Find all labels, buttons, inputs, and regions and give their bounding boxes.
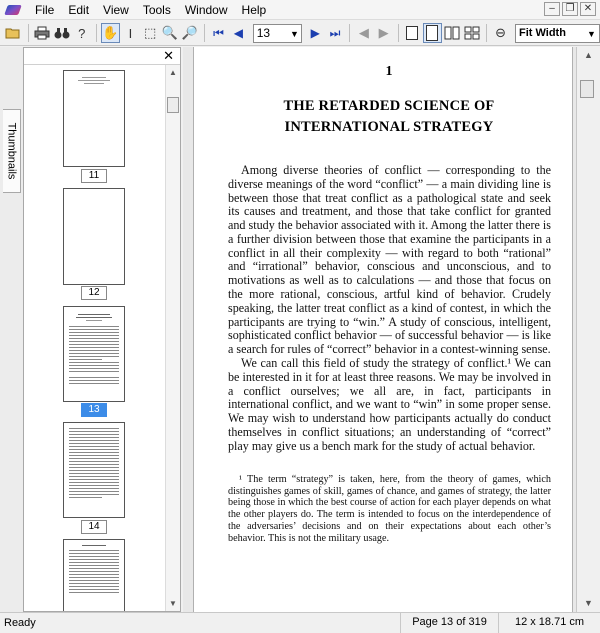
menu-file[interactable]: File xyxy=(35,2,55,17)
last-page-icon[interactable]: ⏭ xyxy=(329,25,341,40)
grid-view-icon[interactable] xyxy=(462,23,481,43)
thumbnail-label-12[interactable]: 12 xyxy=(81,286,107,300)
body-text xyxy=(228,164,551,453)
status-bar xyxy=(0,612,600,633)
menu-window[interactable]: Window xyxy=(184,2,228,17)
tab-thumbnails-label: Thumbnails xyxy=(5,122,18,180)
page-number-select[interactable] xyxy=(253,24,302,43)
close-icon[interactable]: ✕ xyxy=(163,48,174,63)
thumbnail-page-11[interactable] xyxy=(63,70,125,167)
forward-icon[interactable]: ▶ xyxy=(378,25,389,40)
scroll-up-icon[interactable]: ▲ xyxy=(584,50,593,60)
sidebar-tab-strip xyxy=(0,47,23,612)
tab-thumbnails[interactable] xyxy=(3,109,21,193)
next-page-icon[interactable]: ▶ xyxy=(310,26,320,40)
scrollbar-thumb[interactable] xyxy=(580,80,594,98)
toolbar-divider xyxy=(96,24,97,42)
thumbnail-page-12[interactable] xyxy=(63,188,125,285)
help-question-icon[interactable]: ? xyxy=(78,25,86,41)
scroll-up-icon[interactable]: ▲ xyxy=(169,68,177,77)
toolbar xyxy=(0,21,600,46)
chapter-title xyxy=(194,96,584,138)
thumbnail-label-11[interactable]: 11 xyxy=(81,169,107,183)
footnote-text: ¹ The term “strategy” is taken, here, from the theory of games, which distinguishes games of skill, games of chance, and games of strategy, the latter being those in which the best course of action for each player depends on what the other players do. The term is intended to focus on the interdependence of the adversaries’ decisions and on their expectations about each other’s behavior. This is not the military usage. xyxy=(228,474,551,544)
zoom-tool-icon[interactable]: 🔍 xyxy=(161,25,179,40)
find-binoculars-icon[interactable] xyxy=(53,23,72,43)
status-page-count: Page 13 of 319 xyxy=(400,613,498,633)
single-page-icon[interactable] xyxy=(403,23,422,43)
scroll-down-icon[interactable]: ▼ xyxy=(169,599,177,608)
toolbar-divider xyxy=(349,24,350,42)
paragraph: We can call this field of study the strategy of conflict.¹ We can be interested in it for at least three reasons. We may be involved in a conflict ourselves; we all are, in fact, participants in international conflict, and we want to “win” in some proper sense. We may wish to understand how participants actually do conduct themselves in conflict situations; an understanding of “correct” play may give us a bench mark for the study of actual behavior. xyxy=(228,355,551,453)
toolbar-divider xyxy=(28,24,29,42)
facing-pages-icon[interactable] xyxy=(443,23,462,43)
thumbnail-panel-header xyxy=(24,48,180,65)
menu-help[interactable]: Help xyxy=(241,2,267,17)
status-text: Ready xyxy=(4,617,36,629)
document-scrollbar[interactable] xyxy=(576,47,600,612)
rect-select-icon[interactable]: ⬚ xyxy=(144,25,157,40)
chevron-down-icon: ▼ xyxy=(289,28,299,39)
thumbnail-page-13[interactable] xyxy=(63,306,125,402)
thumbnail-page-15[interactable] xyxy=(63,539,125,611)
restore-button[interactable]: ❐ xyxy=(562,2,578,16)
scroll-down-icon[interactable]: ▼ xyxy=(584,598,593,608)
zoom-level-select[interactable] xyxy=(515,24,600,43)
thumbnail-panel xyxy=(23,47,181,612)
previous-page-icon[interactable]: ◀ xyxy=(233,26,243,40)
app-logo-icon xyxy=(6,3,22,17)
menu-tools[interactable]: Tools xyxy=(142,2,171,17)
minimize-button[interactable]: – xyxy=(544,2,560,16)
menu-bar xyxy=(0,0,600,20)
toolbar-divider xyxy=(486,24,487,42)
zoom-out-icon[interactable]: ⊖ xyxy=(495,25,507,40)
text-select-icon[interactable]: I xyxy=(128,25,133,41)
hand-tool-icon[interactable]: ✋ xyxy=(101,23,120,43)
thumbnail-scrollbar[interactable] xyxy=(165,65,180,611)
back-icon[interactable]: ◀ xyxy=(358,25,369,40)
zoom-level-value: Fit Width xyxy=(519,27,566,39)
menu-edit[interactable]: Edit xyxy=(68,2,90,17)
print-icon[interactable] xyxy=(33,23,52,43)
first-page-icon[interactable]: ⏮ xyxy=(213,25,224,40)
thumbnail-label-13[interactable]: 13 xyxy=(81,403,107,417)
open-folder-icon[interactable] xyxy=(4,23,23,43)
document-page xyxy=(193,47,573,612)
document-view[interactable] xyxy=(183,47,576,612)
chapter-title-line: INTERNATIONAL STRATEGY xyxy=(284,119,494,135)
continuous-page-icon[interactable] xyxy=(423,23,442,43)
footnote xyxy=(228,474,551,544)
window-controls xyxy=(544,2,596,16)
status-page-size: 12 x 18.71 cm xyxy=(498,613,600,633)
menu-view[interactable]: View xyxy=(103,2,129,17)
zoom-area-icon[interactable]: 🔎 xyxy=(181,25,198,40)
scrollbar-thumb[interactable] xyxy=(167,97,179,113)
chevron-down-icon: ▼ xyxy=(586,28,596,39)
paragraph: Among diverse theories of conflict — corresponding to the diverse meanings of the word “conflict” — a main dividing line is between those that treat conflict as a pathological state and seek its causes and treatment, and those that take conflict for granted and study the behavior associated with it. Among the latter there is a further division between those that examine the participants in a conflict in all their complexity — with regard to both “rational” and “irrational” behavior, conscious and unconscious, and to motivations as well as to calculations — and those that focus on the more rational, conscious, artful kind of behavior. Crudely speaking, the latter treat conflict as a kind of contest, in which the participants are trying to “win.” A study of conscious, intelligent, sophisticated conflict behavior — of successful behavior — is like a search for rules of “correct” behavior in a contest-winning sense. xyxy=(228,163,551,357)
chapter-title-line: THE RETARDED SCIENCE OF xyxy=(283,98,495,114)
toolbar-divider xyxy=(398,24,399,42)
thumbnail-page-14[interactable] xyxy=(63,422,125,518)
page-number-value: 13 xyxy=(256,26,271,40)
toolbar-divider xyxy=(204,24,205,42)
close-button[interactable]: ✕ xyxy=(580,2,596,16)
thumbnail-label-14[interactable]: 14 xyxy=(81,520,107,534)
chapter-number: 1 xyxy=(385,64,393,79)
